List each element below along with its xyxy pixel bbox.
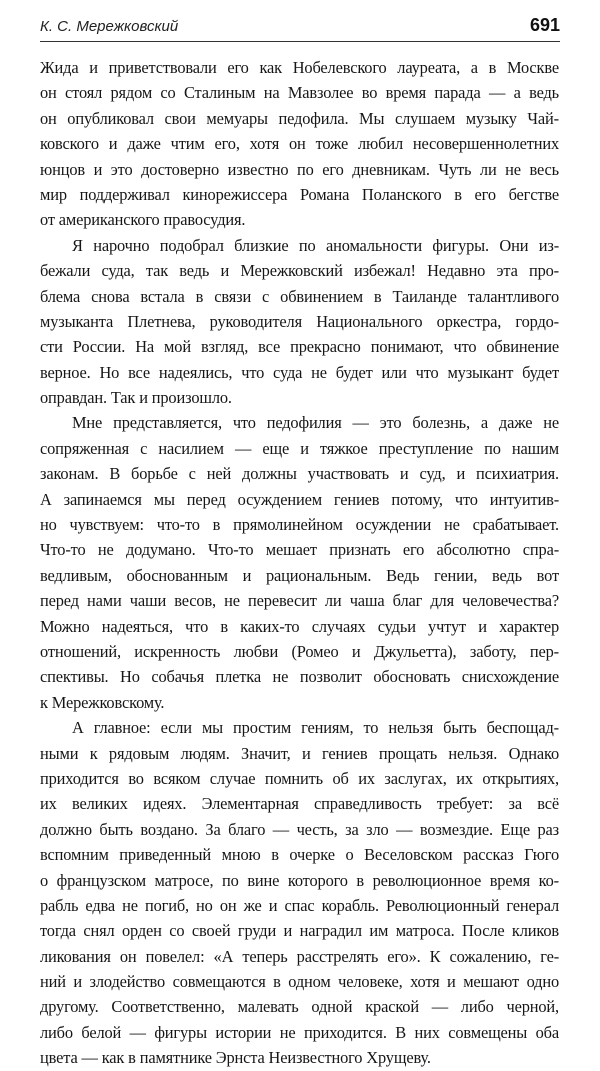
text-line: блема снова встала в связи с обвинением в Таиланде талантливого (40, 286, 559, 306)
text-line: рабль едва не погиб, но он же и спас корабль. Революционный генерал (40, 895, 559, 915)
text-line: вспомним приведенный мною в очерке о Веселовском рассказ Гюго (40, 845, 559, 865)
header-rule (40, 41, 560, 42)
text-line: Мне представляется, что педофилия — это болезнь, а даже не (72, 413, 559, 433)
text-line: он стоял рядом со Сталиным на Мавзолее во время парада — а ведь (40, 83, 559, 103)
text-line: отношений, искренность любви (Ромео и Джульетта), заботу, пер- (40, 641, 559, 661)
text-line: спективы. Но собачья плетка не позволит обосновать снисхождение (40, 667, 559, 687)
text-line: законам. В борьбе с ней должны участвовать и суд, и психиатрия. (40, 464, 559, 484)
text-line: Что-то не додумано. Что-то мешает признать его абсолютно спра- (40, 540, 559, 560)
text-line: А запинаемся мы перед осуждением гениев потому, что интуитив- (40, 489, 559, 509)
text-line: ликования он повелел: «А теперь расстрелять его». К сожалению, ге- (40, 946, 559, 966)
paragraph (40, 233, 559, 411)
text-line: но чувствуем: что-то в прямолинейном осуждении не срабатывает. (40, 515, 559, 535)
page-header (40, 8, 560, 42)
text-line: от американского правосудия. (40, 210, 246, 230)
text-line: ковского и даже чтим его, хотя он тоже любил несовершеннолетних (40, 134, 559, 154)
text-line: цвета — как в памятнике Эрнста Неизвестного Хрущеву. (40, 1048, 431, 1068)
page-number: 691 (529, 15, 560, 35)
text-line: музыканта Плетнева, руководителя Национального оркестра, гордо- (40, 311, 559, 331)
text-line: оправдан. Так и произошло. (40, 388, 232, 408)
body-text (40, 55, 559, 1071)
text-line: другому. Соответственно, малевать одной краской — либо черной, (40, 997, 559, 1017)
text-line: должно быть воздано. За благо — честь, за зло — возмездие. Еще раз (40, 819, 559, 839)
paragraph (40, 715, 559, 1070)
text-line: сти России. На мой взгляд, все прекрасно понимают, что обвинение (40, 337, 559, 357)
text-line: Я нарочно подобрал близкие по аномальности фигуры. Они из- (72, 235, 559, 255)
text-line: тогда снял орден со своей груди и наградил им матроса. После кликов (40, 921, 559, 941)
text-line: их великих идеях. Элементарная справедливость требует: за всё (40, 794, 559, 814)
text-line: перед нами чаши весов, не перевесит ли чаша благ для человечества? (40, 591, 559, 611)
text-line: верное. Но все надеялись, что суда не будет или что музыкант будет (40, 362, 559, 382)
running-head: К. С. Мережковский (40, 18, 179, 35)
paragraph (40, 410, 559, 715)
text-line: сопряженная с насилием — еще и тяжкое преступление по нашим (40, 438, 559, 458)
text-line: к Мережковскому. (40, 692, 165, 712)
text-line: бежали суда, так ведь и Мережковский избежал! Недавно эта про- (40, 261, 559, 281)
text-line: либо белой — фигуры истории не приходится. В них совмещены оба (40, 1022, 559, 1042)
text-line: ведливым, обоснованным и рациональным. Ведь гении, ведь вот (40, 565, 559, 585)
text-line: он опубликовал свои мемуары педофила. Мы слушаем музыку Чай- (40, 108, 559, 128)
text-line: ными к рядовым людям. Значит, и гениев прощать нельзя. Однако (40, 743, 559, 763)
text-line: ний и злодейство совмещаются в одном человеке, хотя и мешают одно (40, 972, 559, 992)
text-line: о французском матросе, по вине которого в революционное время ко- (40, 870, 559, 890)
text-line: А главное: если мы простим гениям, то нельзя быть беспощад- (72, 718, 559, 738)
text-line: юнцов и это достоверно известно по его дневникам. Чуть ли не весь (40, 159, 559, 179)
text-line: Можно надеяться, что в каких-то случаях судьи учтут и характер (40, 616, 559, 636)
text-line: Жида и приветствовали его как Нобелевского лауреата, а в Москве (40, 58, 559, 77)
text-line: приходится во всяком случае помнить об их заслугах, их открытиях, (40, 768, 559, 788)
paragraph (40, 55, 559, 233)
text-line: мир поддерживал кинорежиссера Романа Поланского в его бегстве (40, 184, 559, 204)
